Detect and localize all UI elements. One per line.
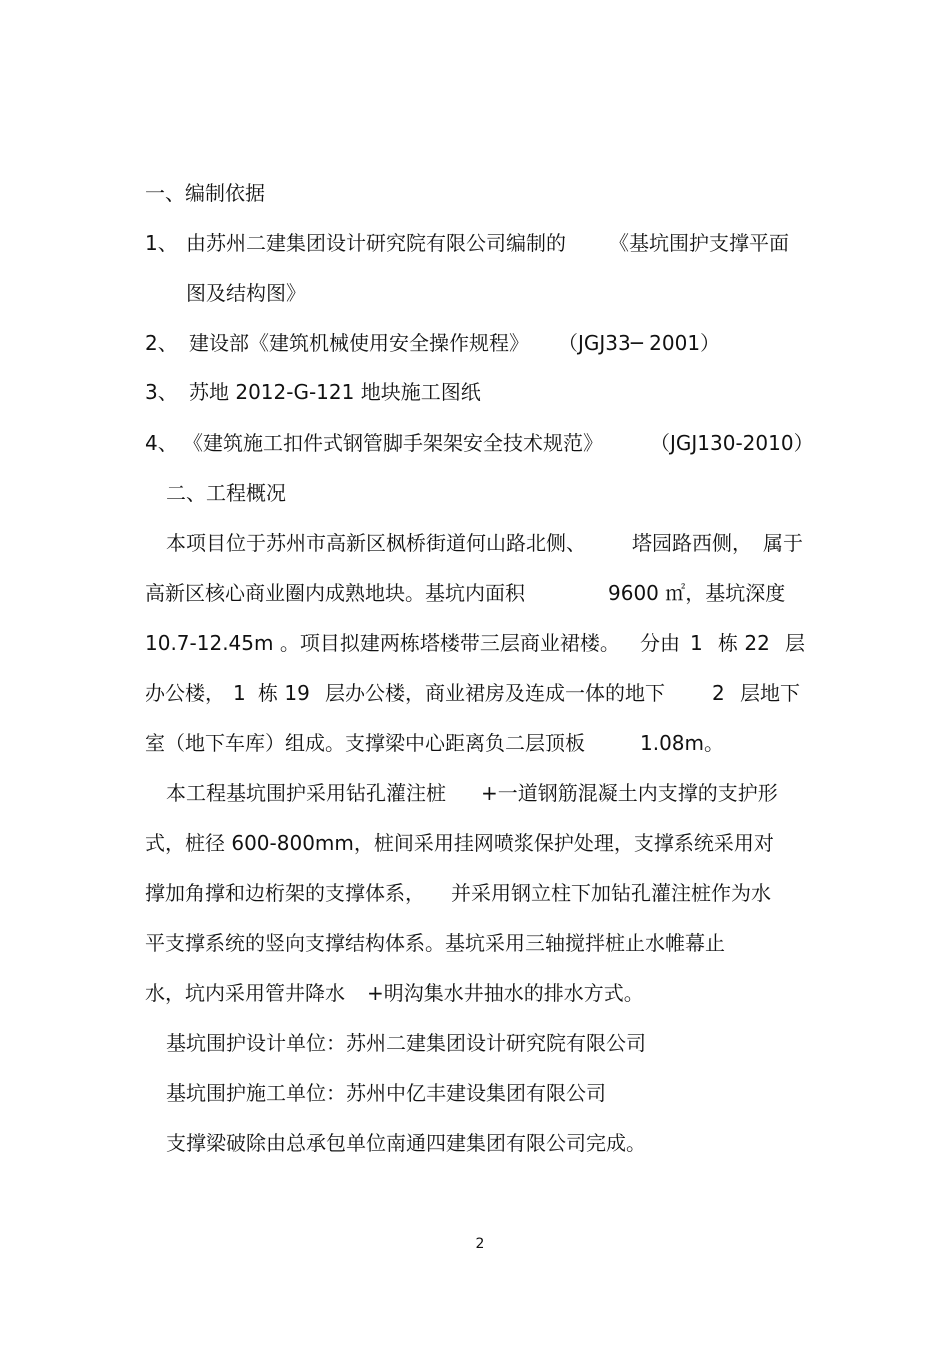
item-2-text-b: （JGJ33─ 2001） [558, 331, 721, 355]
para1-line4-e: 2 [712, 681, 725, 705]
item-number-1: 1、 [145, 231, 178, 255]
para2-line1-b: +一道钢筋混凝土内支撑的支护形 [481, 781, 778, 805]
item-3-text: 苏地 2012-G-121 地块施工图纸 [189, 380, 481, 404]
section-heading-overview: 二、工程概况 [166, 481, 286, 505]
para1-line5-b: 1.08m。 [640, 731, 725, 755]
item-4-text-a: 《建筑施工扣件式钢管脚手架架安全技术规范》 [183, 431, 603, 455]
para1-line3-d: 栋 22 [718, 631, 770, 655]
para1-line1-b: 塔园路西侧， [632, 531, 752, 555]
para1-line4-c: 栋 19 [258, 681, 310, 705]
item-number-3: 3、 [145, 380, 178, 404]
para2-line3-b: 并采用钢立柱下加钻孔灌注桩作为水 [451, 881, 771, 905]
para1-line3-a: 10.7-12.45m 。项目拟建两栋塔楼带三层商业裙楼。 [145, 631, 620, 655]
para2-line1-a: 本工程基坑围护采用钻孔灌注桩 [166, 781, 446, 805]
item-1-text-b: 《基坑围护支撑平面 [609, 231, 789, 255]
para1-line4-b: 1 [233, 681, 246, 705]
page-number: 2 [475, 1236, 485, 1252]
para1-line2-b: 9600 ㎡，基坑深度 [608, 581, 786, 605]
demolition-note: 支撑梁破除由总承包单位南通四建集团有限公司完成。 [166, 1131, 646, 1155]
para1-line3-e: 层 [785, 631, 805, 655]
item-number-2: 2、 [145, 331, 178, 355]
design-unit: 基坑围护设计单位：苏州二建集团设计研究院有限公司 [166, 1031, 646, 1055]
item-1-continuation: 图及结构图》 [186, 281, 306, 305]
para2-line2: 式，桩径 600-800mm，桩间采用挂网喷浆保护处理，支撑系统采用对 [145, 831, 774, 855]
section-heading-basis: 一、编制依据 [145, 181, 265, 205]
item-number-4: 4、 [145, 431, 178, 455]
item-2-text-a: 建设部《建筑机械使用安全操作规程》 [189, 331, 529, 355]
para1-line1-a: 本项目位于苏州市高新区枫桥街道何山路北侧、 [166, 531, 586, 555]
item-1-text-a: 由苏州二建集团设计研究院有限公司编制的 [186, 231, 566, 255]
para2-line4: 平支撑系统的竖向支撑结构体系。基坑采用三轴搅拌桩止水帷幕止 [145, 931, 725, 955]
para1-line3-c: 1 [690, 631, 703, 655]
item-4-text-b: （JGJ130-2010） [650, 431, 814, 455]
para1-line2-a: 高新区核心商业圈内成熟地块。基坑内面积 [145, 581, 525, 605]
para2-line3-a: 撑加角撑和边桁架的支撑体系， [145, 881, 425, 905]
construction-unit: 基坑围护施工单位：苏州中亿丰建设集团有限公司 [166, 1081, 606, 1105]
para1-line4-a: 办公楼， [145, 681, 225, 705]
para2-line5-a: 水，坑内采用管井降水 [145, 981, 345, 1005]
para1-line1-c: 属于 [763, 531, 803, 555]
para1-line4-d: 层办公楼，商业裙房及连成一体的地下 [325, 681, 665, 705]
para2-line5-b: +明沟集水井抽水的排水方式。 [367, 981, 644, 1005]
para1-line3-b: 分由 [640, 631, 680, 655]
para1-line5-a: 室（地下车库）组成。支撑梁中心距离负二层顶板 [145, 731, 585, 755]
para1-line4-f: 层地下 [740, 681, 800, 705]
